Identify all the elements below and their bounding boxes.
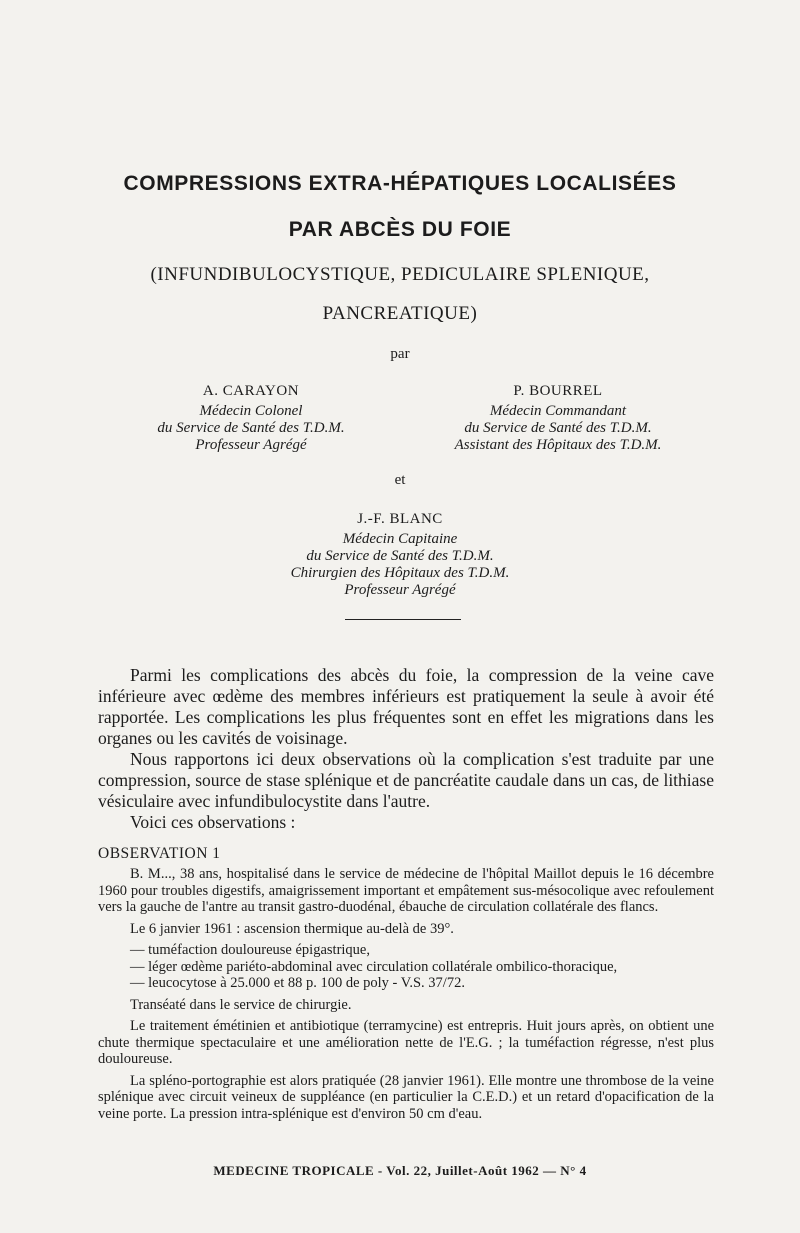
- observation-paragraph: Transéaté dans le service de chirurgie.: [130, 996, 352, 1013]
- author-rank: Médecin Colonel: [199, 403, 303, 419]
- author-name: P. BOURREL: [513, 383, 603, 399]
- journal-footer: MEDECINE TROPICALE - Vol. 22, Juillet-Août 1962 — N° 4: [213, 1163, 587, 1178]
- intro-paragraph-1: Parmi les complications des abcès du foie, la compression de la veine cave inférieure avec œdème des membres inférieurs est pratiquement la seule à avoir été rapportée. Les complications les plus fréquentes sont en effet les migrations dans les organes ou les cavités de voisinage.: [98, 665, 714, 748]
- et-label: et: [394, 472, 406, 488]
- observation-paragraph: Le traitement émétinien et antibiotique (terramycine) est entrepris. Huit jours après, on obtient une chute thermique spectaculaire et une amélioration nette de l'E.G. ; la tuméfaction régresse, n'est plus douloureuse.: [98, 1018, 714, 1067]
- observation-heading: OBSERVATION 1: [98, 845, 221, 862]
- observation-list-item: — leucocytose à 25.000 et 88 p. 100 de poly - V.S. 37/72.: [130, 975, 465, 991]
- title-line-1: COMPRESSIONS EXTRA-HÉPATIQUES LOCALISÉES: [123, 172, 677, 195]
- observation-paragraph: La spléno-portographie est alors pratiquée (28 janvier 1961). Elle montre une thrombose de la veine splénique avec circuit veineux de suppléance (en particulier la C.E.D.) et un retard d'opacification de la veine porte. La pression intra-splénique est d'environ 50 cm d'eau.: [98, 1072, 714, 1122]
- author-name: A. CARAYON: [202, 383, 300, 399]
- author-bourrel: [418, 383, 698, 454]
- author-title: Professeur Agrégé: [195, 437, 307, 453]
- separator-rule: [345, 619, 461, 620]
- par-label: par: [390, 346, 410, 362]
- observation-body: [98, 866, 714, 1122]
- observation-list-item: — léger œdème pariéto-abdominal avec circulation collatérale ombilico-thoracique,: [130, 958, 618, 975]
- author-service: du Service de Santé des T.D.M.: [464, 420, 652, 436]
- introduction: [98, 665, 714, 833]
- author-title: Assistant des Hôpitaux des T.D.M.: [454, 437, 662, 453]
- subtitle-line-2: PANCREATIQUE): [322, 303, 478, 324]
- author-title: Chirurgien des Hôpitaux des T.D.M.: [290, 565, 510, 581]
- intro-paragraph-2: Nous rapportons ici deux observations où la complication s'est traduite par une compression, source de stase splénique et de pancréatite caudale dans un cas, de lithiase vésiculaire avec infundibulocystite dans l'autre.: [98, 749, 714, 811]
- author-title-2: Professeur Agrégé: [344, 582, 456, 598]
- author-carayon: [120, 383, 382, 454]
- author-service: du Service de Santé des T.D.M.: [306, 548, 494, 564]
- observation-list-item: — tuméfaction douloureuse épigastrique,: [130, 942, 370, 958]
- observation-paragraph: B. M..., 38 ans, hospitalisé dans le service de médecine de l'hôpital Maillot depuis le 16 décembre 1960 pour troubles digestifs, amaigrissement important et empâtement sus-mésocolique avec refoulement vers la gauche de l'antre au transit gastro-duodénal, ébauche de circulation collatérale des flancs.: [98, 866, 714, 915]
- author-service: du Service de Santé des T.D.M.: [157, 420, 345, 436]
- author-name: J.-F. BLANC: [357, 511, 443, 527]
- title-line-2: PAR ABCÈS DU FOIE: [288, 218, 512, 241]
- author-rank: Médecin Commandant: [489, 403, 627, 419]
- observation-paragraph: Le 6 janvier 1961 : ascension thermique au-delà de 39°.: [130, 920, 454, 937]
- author-blanc: [260, 511, 540, 599]
- subtitle-line-1: (INFUNDIBULOCYSTIQUE, PEDICULAIRE SPLENIQUE,: [150, 264, 650, 285]
- author-rank: Médecin Capitaine: [342, 531, 458, 547]
- intro-paragraph-3: Voici ces observations :: [130, 812, 296, 832]
